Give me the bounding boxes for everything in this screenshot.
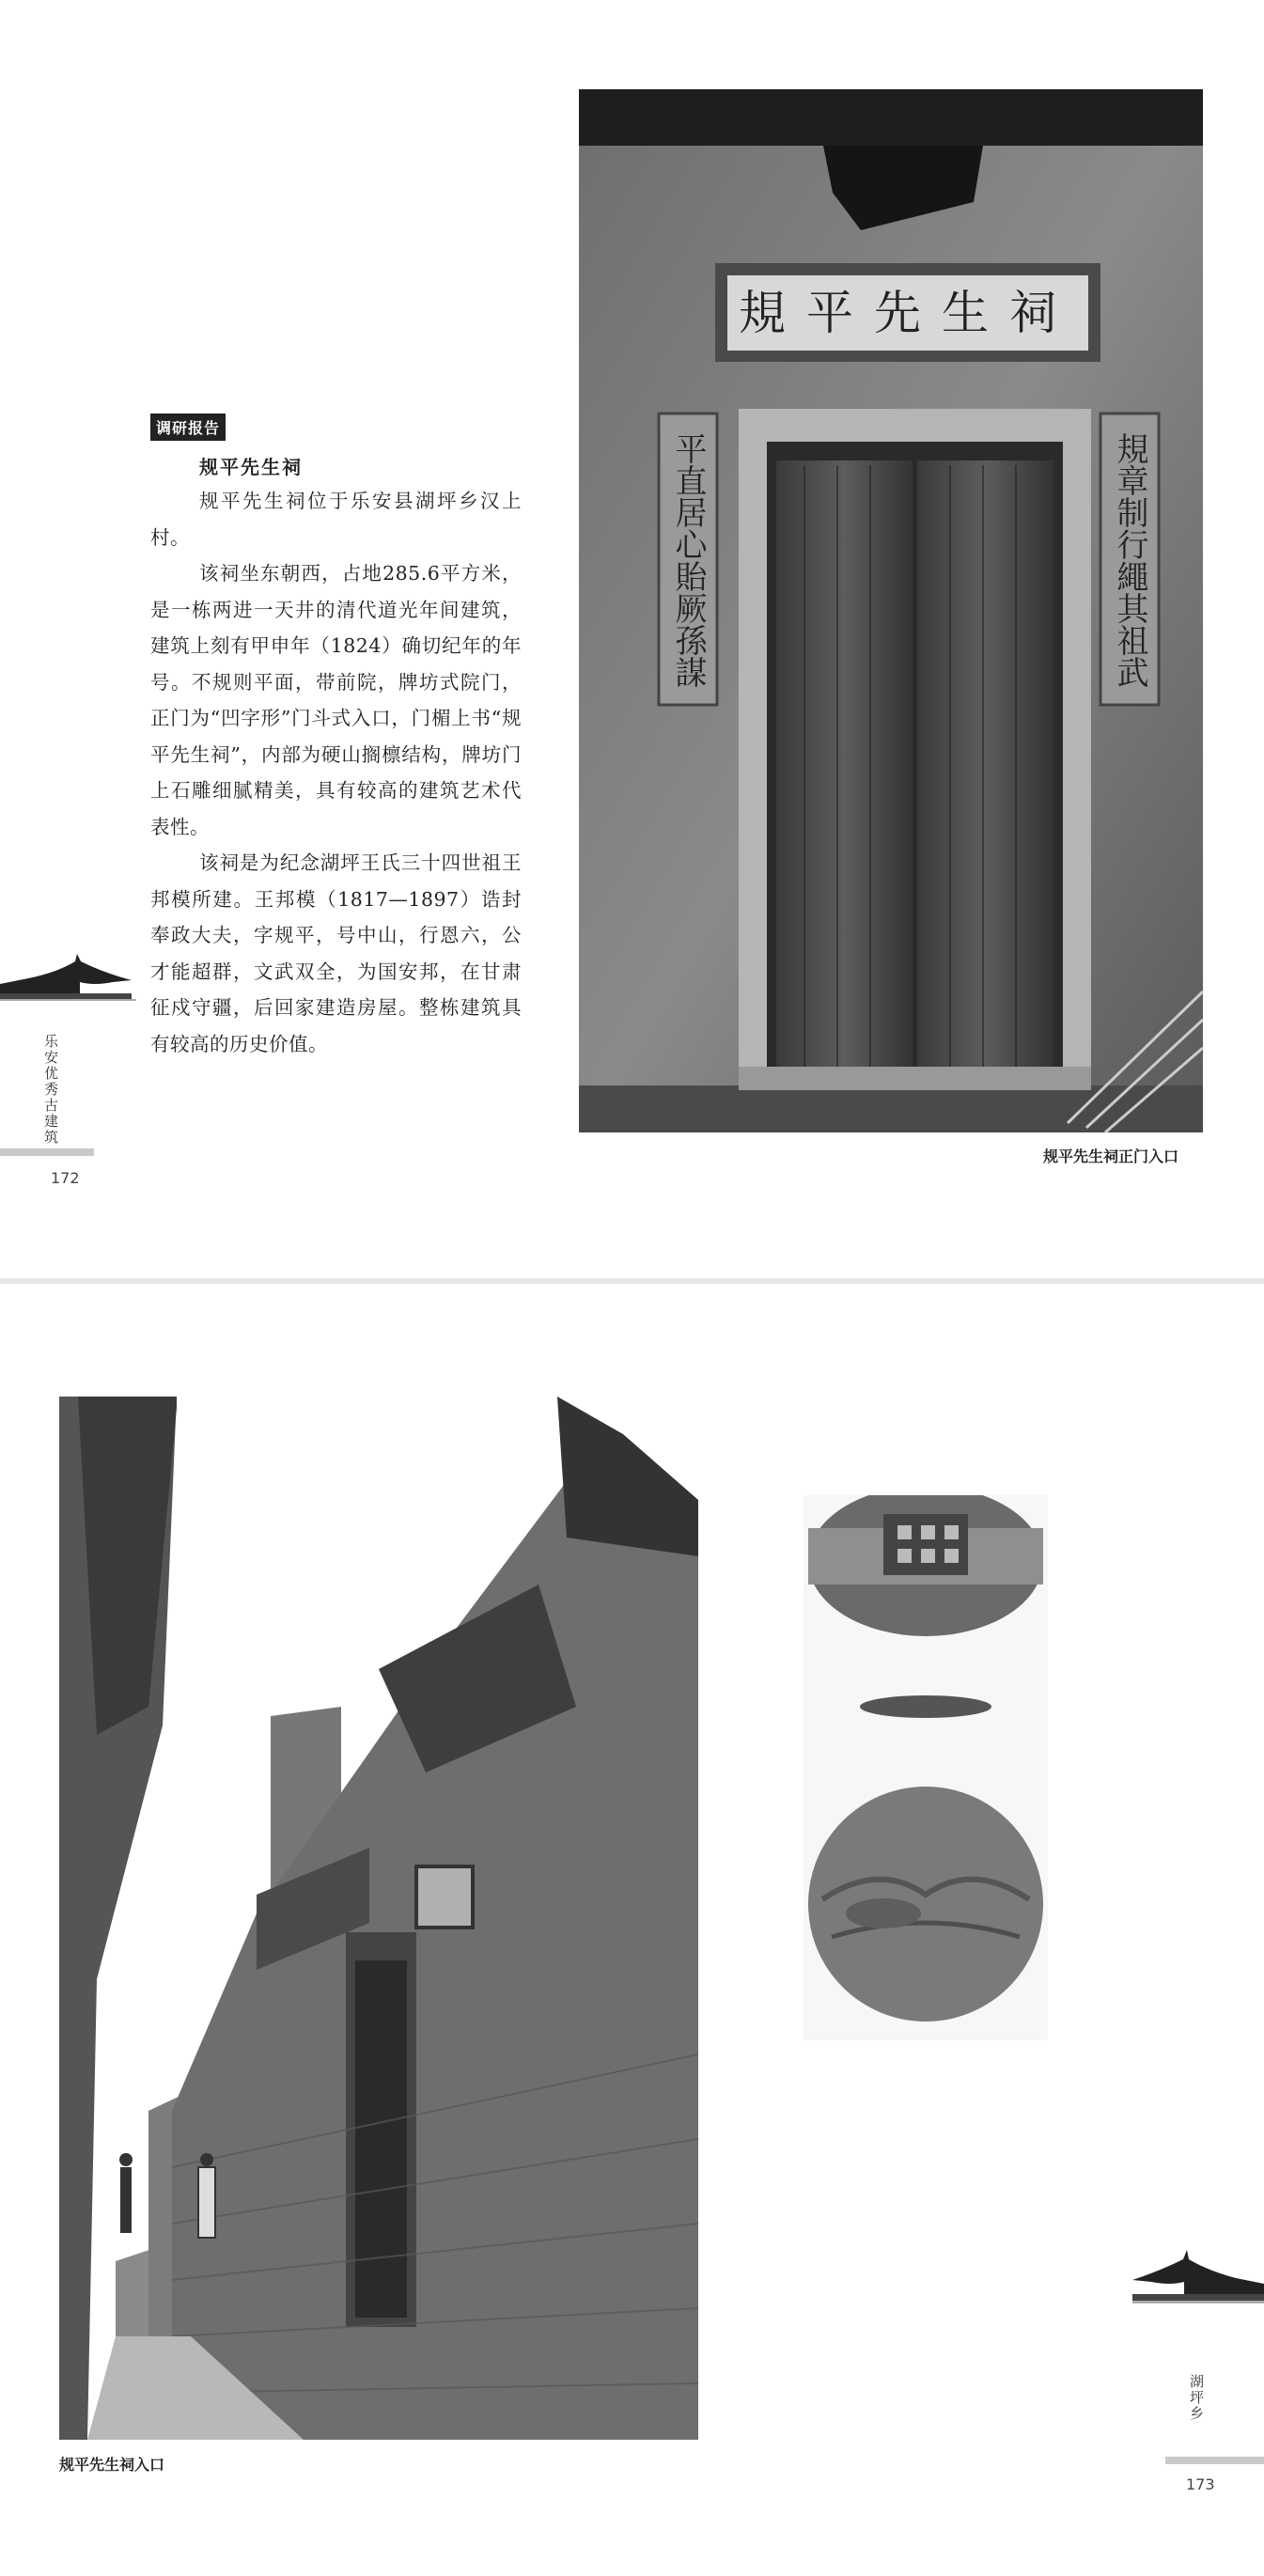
entrance-alley-photo: [59, 1397, 698, 2440]
article-body: [150, 414, 522, 1062]
roof-ornament-icon: [0, 945, 136, 1001]
stone-carving-details: [804, 1495, 1048, 2040]
page-173: [0, 1284, 1264, 2576]
main-door-photo: [579, 89, 1203, 1132]
paragraph-3: 该祠是为纪念湖坪王氏三十四世祖王邦模所建。王邦模（1817—1897）诰封奉政大夫，字规平，号中山，行恩六，公才能超群，文武双全，为国安邦，在甘肃征戍守疆，后回家建造房屋。整栋建筑具有较高的历史价值。: [150, 851, 522, 1055]
roof-ornament-icon: [1132, 2242, 1264, 2303]
page-number: 173: [1186, 2475, 1215, 2493]
article-title: 规平先生祠: [199, 456, 303, 478]
paragraph-1: 规平先生祠位于乐安县湖坪乡汉上村。: [150, 490, 522, 549]
entrance-photo-caption: 规平先生祠入口: [59, 2456, 165, 2474]
paragraph-2: 该祠坐东朝西，占地285.6平方米，是一栋两进一天井的清代道光年间建筑，建筑上刻有甲申年（1824）确切纪年的年号。不规则平面，带前院，牌坊式院门，正门为“凹字形”门斗式入口，门楣上书“规平先生祠”，内部为硬山搁檩结构，牌坊门上石雕细腻精美，具有较高的建筑艺术代表性。: [150, 562, 522, 838]
couplet-left: 平直居心貽厥孫謀: [669, 432, 707, 688]
section-badge: 调研报告: [150, 414, 226, 441]
side-label: 湖坪乡: [1188, 2374, 1205, 2422]
door-photo-caption: 规平先生祠正门入口: [1043, 1147, 1179, 1165]
page-number: 172: [51, 1169, 80, 1187]
couplet-right: 規章制行繩其祖武: [1111, 432, 1148, 688]
plaque-text: 規平先生祠: [739, 286, 1077, 340]
page-172: [0, 0, 1264, 1278]
page-number-bar: [1165, 2457, 1264, 2464]
page-number-bar: [0, 1148, 94, 1156]
side-label: 乐安优秀古建筑: [42, 1034, 59, 1146]
